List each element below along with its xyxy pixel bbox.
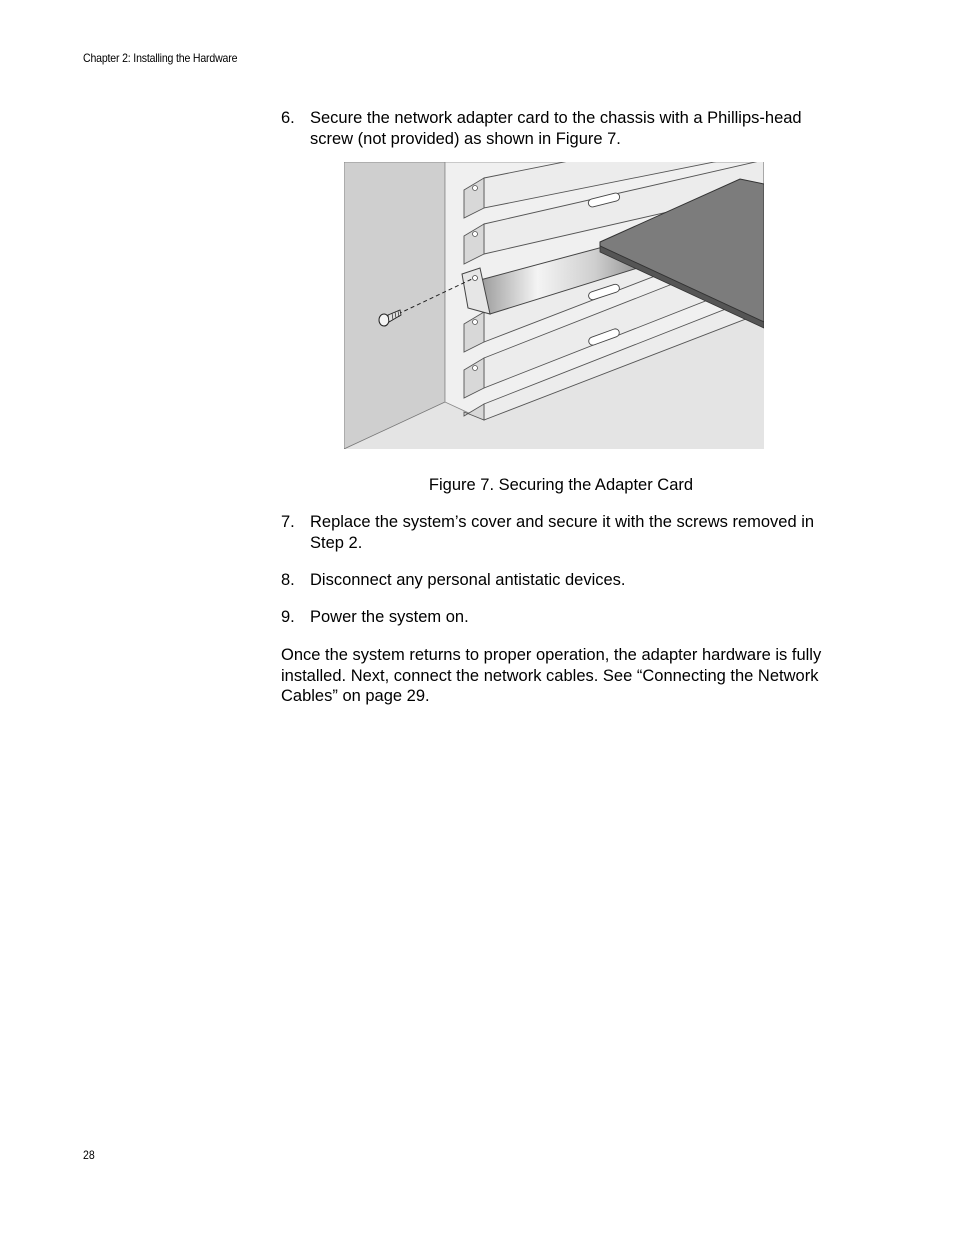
closing-paragraph: Once the system returns to proper operation, the adapter hardware is fully installed. Next, connect the network cables. See “Connecting the Network Cables” on page 29. [281,646,822,705]
step-number: 9. [281,608,295,626]
step-9 [281,607,846,628]
chassis-side-wall [344,162,445,449]
running-header: Chapter 2: Installing the Hardware [83,51,238,65]
step-8 [281,570,846,591]
figure-caption: Figure 7. Securing the Adapter Card [428,476,694,494]
step-7 [281,512,846,553]
figure-securing-adapter-card [344,162,764,449]
step-text: Replace the system’s cover and secure it with the screws removed in Step 2. [310,513,815,552]
step-text: Power the system on. [310,608,469,626]
step-number: 7. [281,513,295,531]
step-text: Secure the network adapter card to the chassis with a Phillips-head screw (not provided) as shown in Figure 7. [310,109,802,148]
step-number: 6. [281,109,295,127]
step-text: Disconnect any personal antistatic devices. [310,571,626,589]
adapter-card-illustration [344,162,764,449]
step-number: 8. [281,571,295,589]
step-6 [281,108,846,149]
page-number: 28 [83,1148,95,1162]
